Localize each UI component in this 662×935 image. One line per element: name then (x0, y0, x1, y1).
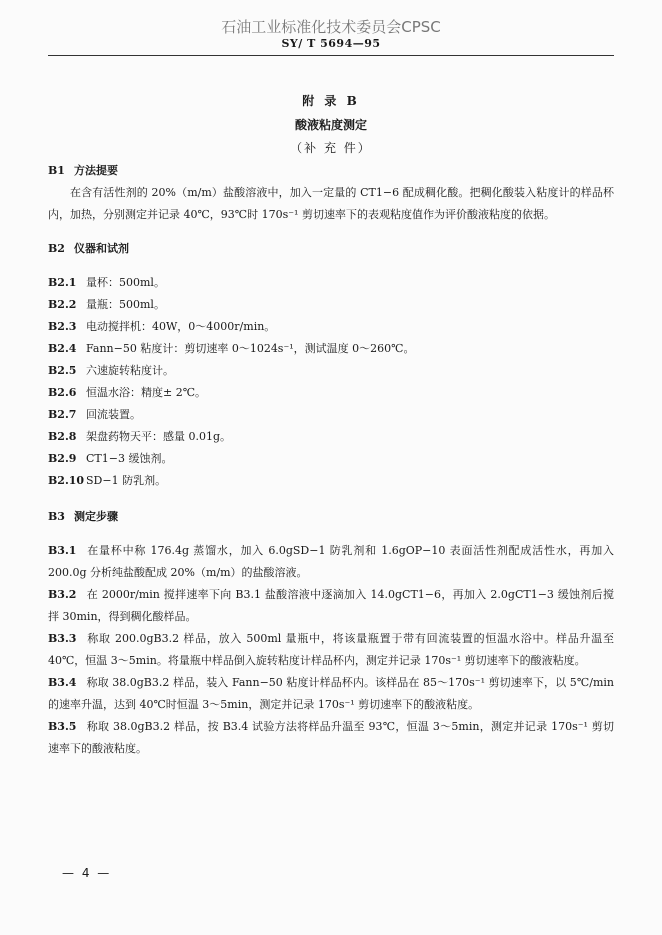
list-item: B2.5 六速旋转粘度计。 (48, 364, 174, 377)
title-block (0, 92, 662, 156)
section-b1-text: 在含有活性剂的 20%（m/m）盐酸溶液中，加入一定量的 CT1−6 配成稠化酸。把稠化酸装入粘度计的样品杯内，加热，分别测定并记录 40℃，93℃时 170s⁻¹ 剪切速率下的表观粘度值作为评价酸液粘度的依据。 (48, 186, 614, 221)
appendix-type: （补 充 件） (290, 141, 372, 155)
appendix-label: 附 录 B (302, 94, 360, 108)
appendix-title: 酸液粘度测定 (294, 118, 367, 132)
list-item: B2.2 量瓶：500ml。 (48, 298, 165, 311)
list-item: B2.1 量杯：500ml。 (48, 276, 165, 289)
procedure-step: B3.3 称取 200.0gB3.2 样品，放入 500ml 量瓶中，将该量瓶置于带有回流装置的恒温水浴中。样品升温至 40℃，恒温 3～5min。将量瓶中样品倒入旋转粘度计样品杯内，测定并记录 170s⁻¹ 剪切速率下的酸液粘度。 (48, 632, 614, 667)
list-item: B2.6 恒温水浴：精度± 2℃。 (48, 386, 207, 399)
procedure-step: B3.1 在量杯中称 176.4g 蒸馏水，加入 6.0gSD−1 防乳剂和 1.6gOP−10 表面活性剂配成活性水，再加入 200.0g 分析纯盐酸配成 20%（m/m）的盐酸溶液。 (48, 544, 614, 579)
list-item: B2.7 回流装置。 (48, 408, 141, 421)
list-item: B2.9 CT1−3 缓蚀剂。 (48, 452, 173, 465)
standard-number: SY/ T 5694—95 (281, 37, 381, 50)
procedure-step: B3.4 称取 38.0gB3.2 样品，装入 Fann−50 粘度计样品杯内。该样品在 85～170s⁻¹ 剪切速率下，以 5℃/min 的速率升温，达到 40℃时恒温 3～5min，测定并记录 170s⁻¹ 剪切速率下的酸液粘度。 (48, 676, 614, 711)
section-heading-b2: B2 仪器和试剂 (48, 242, 129, 255)
section-heading-b1: B1 方法提要 (48, 164, 118, 177)
page-number: — 4 — (62, 866, 112, 880)
list-item: B2.8 架盘药物天平：感量 0.01g。 (48, 430, 232, 443)
header-divider (48, 55, 614, 56)
procedure-step: B3.5 称取 38.0gB3.2 样品，按 B3.4 试验方法将样品升温至 93℃，恒温 3～5min，测定并记录 170s⁻¹ 剪切速率下的酸液粘度。 (48, 720, 614, 755)
list-item: B2.3 电动搅拌机：40W，0～4000r/min。 (48, 320, 276, 333)
procedure-step: B3.2 在 2000r/min 搅拌速率下向 B3.1 盐酸溶液中逐滴加入 14.0gCT1−6，再加入 2.0gCT1−3 缓蚀剂后搅拌 30min，得到稠化酸样品。 (48, 588, 614, 623)
section-heading-b3: B3 测定步骤 (48, 510, 118, 523)
document-body (48, 160, 614, 760)
list-item: B2.4 Fann−50 粘度计：剪切速率 0～1024s⁻¹，测试温度 0～260℃。 (48, 342, 415, 355)
header-organization: 石油工业标准化技术委员会CPSC (221, 18, 441, 36)
list-item: B2.10 SD−1 防乳剂。 (48, 474, 167, 487)
